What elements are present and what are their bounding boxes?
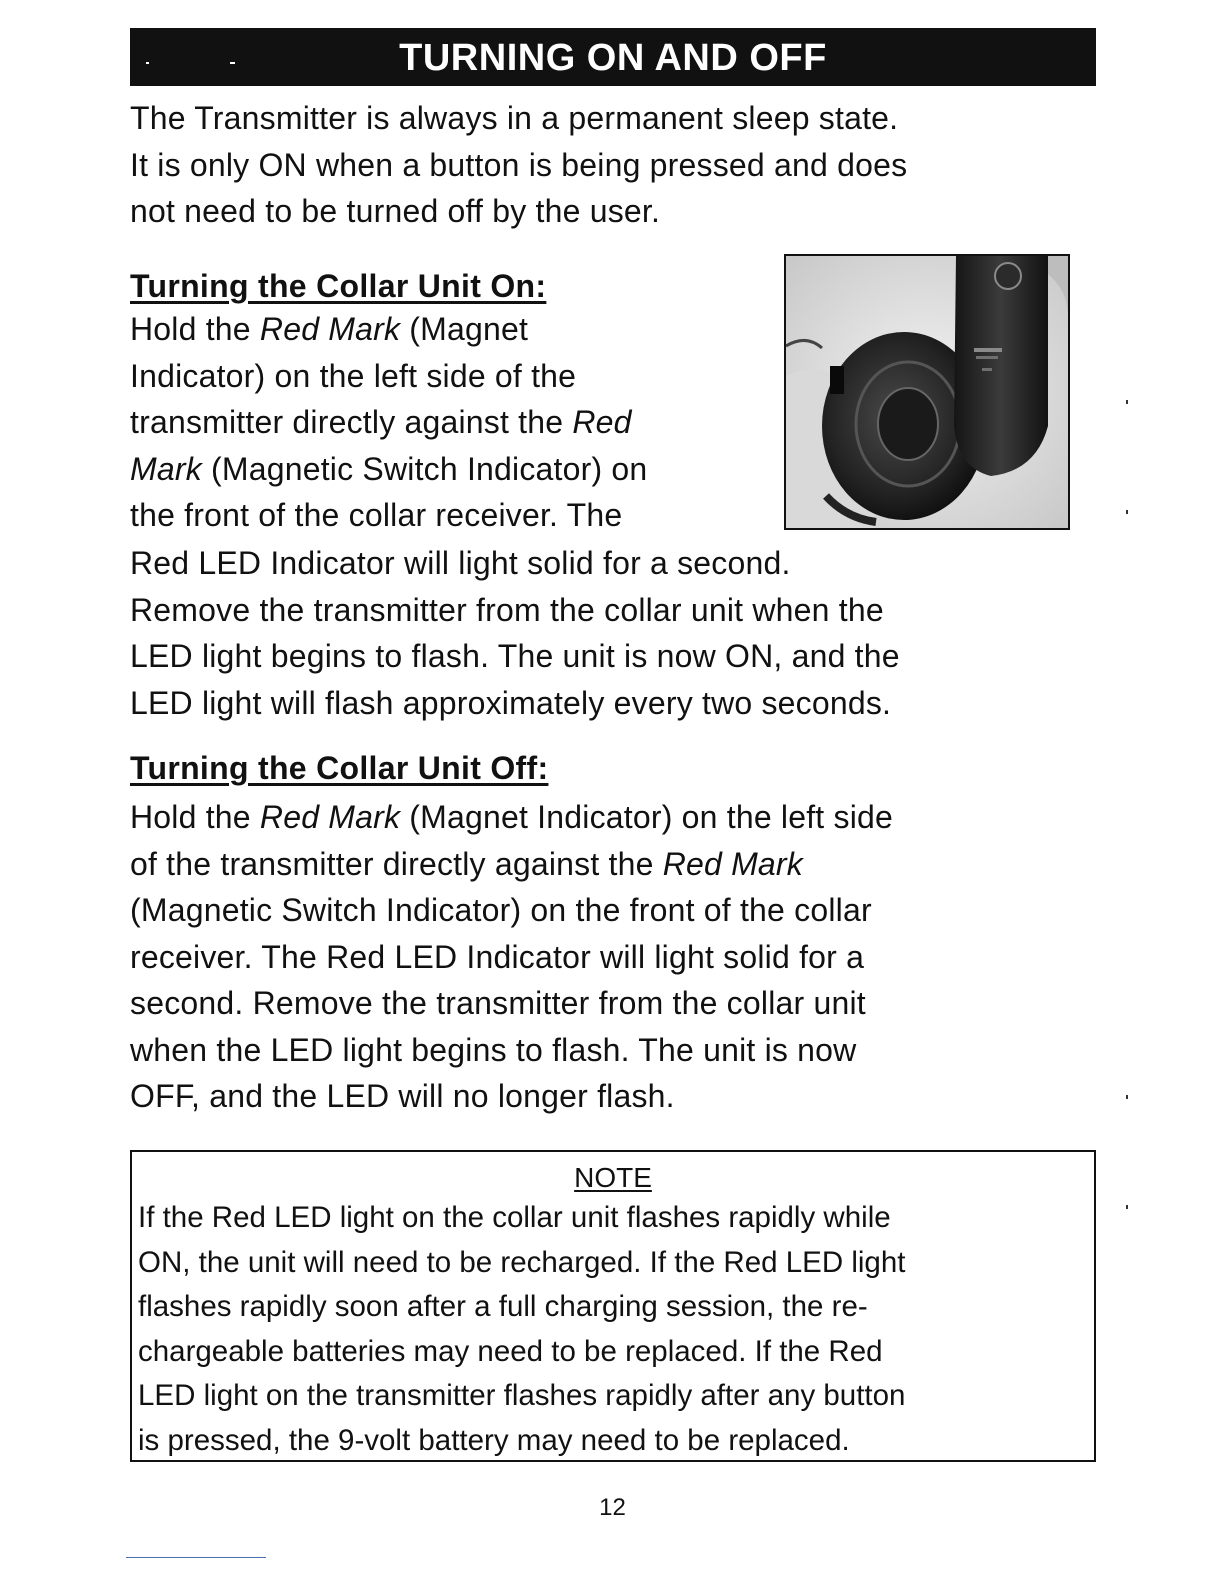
note-line: If the Red LED light on the collar unit flashes rapidly while: [138, 1201, 891, 1234]
paragraph-line: Hold the Red Mark (Magnet Indicator) on the left side: [130, 799, 893, 835]
intro-line: not need to be turned off by the user.: [130, 193, 661, 229]
note-text: [138, 1196, 1090, 1463]
paragraph-line: the front of the collar receiver. The: [130, 497, 623, 533]
red-mark-term: Red: [572, 404, 632, 440]
paragraph-line: Remove the transmitter from the collar unit when the: [130, 591, 884, 628]
paragraph-line: OFF, and the LED will no longer flash.: [130, 1078, 675, 1114]
collar-on-heading: Turning the Collar Unit On:: [130, 268, 547, 304]
scan-mark: [1126, 400, 1128, 404]
page-title: TURNING ON AND OFF: [399, 37, 827, 79]
paragraph-line: when the LED light begins to flash. The unit is now: [130, 1031, 857, 1068]
collar-transmitter-photo: [784, 254, 1070, 530]
scan-mark: [1126, 510, 1128, 514]
intro-paragraph: [130, 95, 1090, 235]
paragraph-line: second. Remove the transmitter from the collar unit: [130, 985, 866, 1021]
red-mark-term: Mark: [130, 450, 202, 487]
paragraph-line: Indicator) on the left side of the: [130, 357, 577, 394]
paragraph-line: LED light will flash approximately every two seconds.: [130, 684, 892, 721]
collar-on-paragraph-cont: [130, 540, 1090, 726]
note-title: NOTE: [574, 1162, 652, 1193]
collar-off-paragraph: [130, 794, 1090, 1120]
intro-line: It is only ON when a button is being pressed and does: [130, 146, 908, 183]
note-line: ON, the unit will need to be recharged. If the Red LED light: [138, 1245, 906, 1279]
paragraph-line: (Magnetic Switch Indicator) on the front of the collar: [130, 892, 872, 928]
collar-on-paragraph: [130, 306, 770, 539]
page-number: 12: [599, 1494, 626, 1521]
collar-off-heading: Turning the Collar Unit Off:: [130, 750, 549, 786]
note-line: LED light on the transmitter flashes rapidly after any button: [138, 1379, 906, 1412]
paragraph-line: Red LED Indicator will light solid for a second.: [130, 545, 791, 581]
paragraph-line: receiver. The Red LED Indicator will light solid for a: [130, 938, 865, 975]
intro-line: The Transmitter is always in a permanent sleep state.: [130, 100, 899, 136]
paragraph-line: LED light begins to flash. The unit is now ON, and the: [130, 638, 900, 674]
scan-mark: [1126, 1205, 1128, 1209]
note-line: flashes rapidly soon after a full charging session, the re-: [138, 1290, 868, 1323]
paragraph-line: Hold the Red Mark (Magnet: [130, 311, 529, 347]
note-line: chargeable batteries may need to be replaced. If the Red: [138, 1334, 883, 1368]
footer-rule: [126, 1557, 266, 1558]
paragraph-line: transmitter directly against the Red: [130, 404, 632, 440]
scan-mark: [1126, 1095, 1128, 1099]
paragraph-line: of the transmitter directly against the Red Mark: [130, 845, 803, 882]
red-mark-term: Red Mark: [662, 845, 803, 882]
transmitter-shape: [954, 256, 1048, 476]
paragraph-line: Mark (Magnetic Switch Indicator) on: [130, 450, 648, 487]
note-line: is pressed, the 9-volt battery may need to be replaced.: [138, 1423, 850, 1457]
red-mark-term: Red Mark: [259, 311, 401, 347]
photo-illustration: [786, 256, 1068, 528]
note-box: [130, 1150, 1096, 1462]
red-mark-term: Red Mark: [259, 799, 401, 835]
section-header-bar: [130, 28, 1096, 86]
